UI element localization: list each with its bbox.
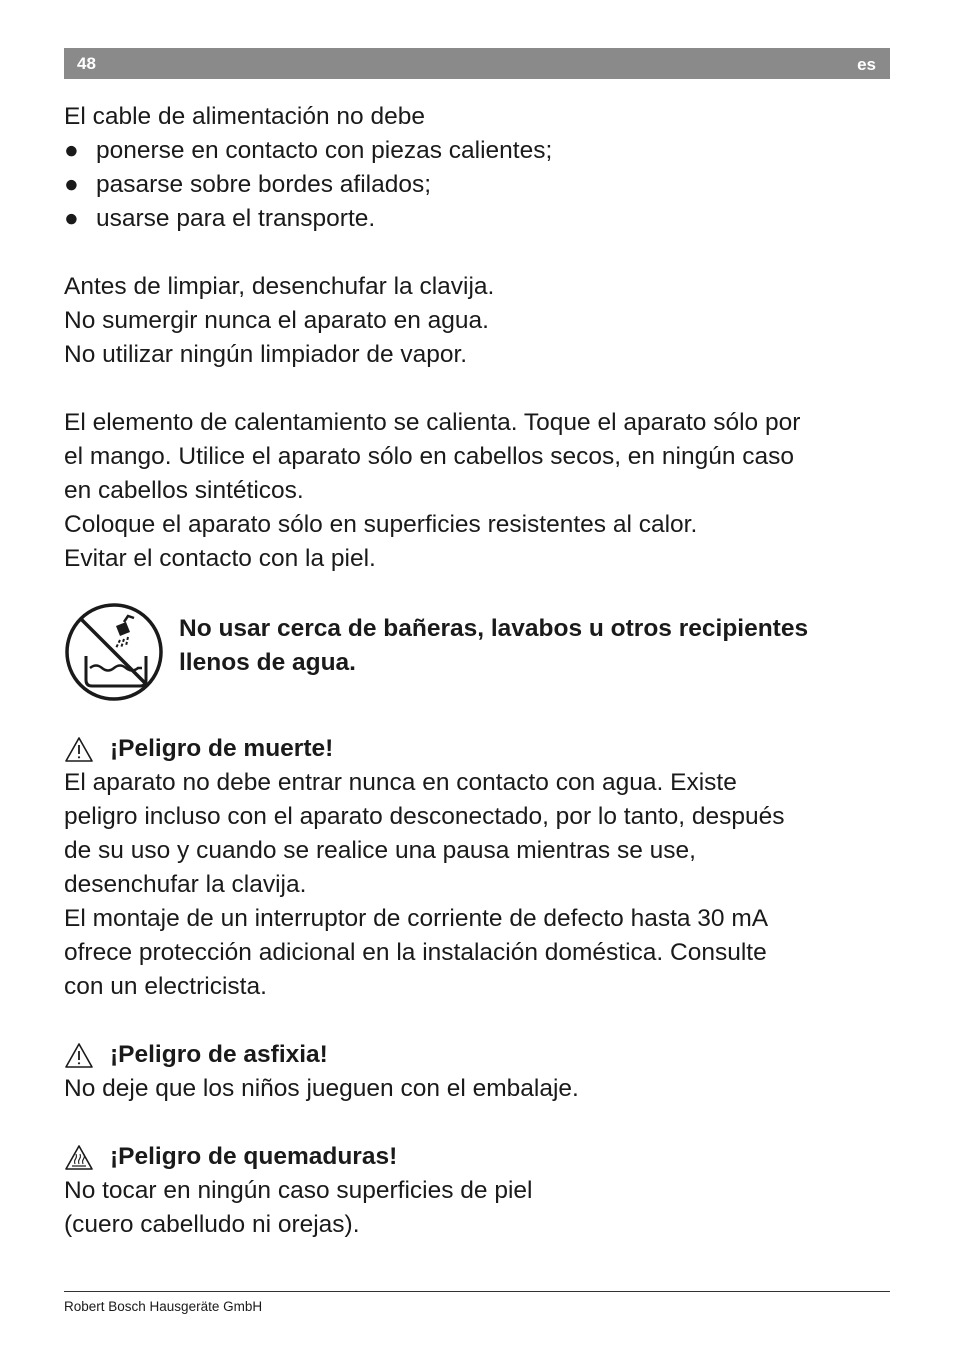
warning-title: ¡Peligro de quemaduras! (110, 1143, 398, 1170)
list-item (64, 134, 894, 168)
text-line: El aparato no debe entrar nunca en contacto con agua. Existe (64, 769, 737, 796)
bullet-icon: ● (64, 137, 79, 164)
list-item-text: usarse para el transporte. (96, 205, 376, 232)
text-line: No sumergir nunca el aparato en agua. (64, 307, 489, 334)
footer-divider (64, 1291, 890, 1292)
warning-triangle-icon (64, 1042, 94, 1069)
danger-death-section (64, 732, 894, 1004)
language-code: es (857, 55, 876, 74)
text-line: en cabellos sintéticos. (64, 477, 304, 504)
text-line: Coloque el aparato sólo en superficies resistentes al calor. (64, 511, 698, 538)
danger-suffocation-section (64, 1038, 894, 1106)
text-line: Evitar el contacto con la piel. (64, 545, 376, 572)
footer-company: Robert Bosch Hausgeräte GmbH (64, 1299, 263, 1314)
text-line: No tocar en ningún caso superficies de piel (64, 1177, 533, 1204)
text-line: ofrece protección adicional en la instalación doméstica. Consulte (64, 939, 767, 966)
hot-surface-warning-icon (64, 1144, 94, 1171)
text-line: de su uso y cuando se realice una pausa mientras se use, (64, 837, 696, 864)
bullet-icon: ● (64, 205, 79, 232)
text-line: con un electricista. (64, 973, 267, 1000)
page-content (64, 100, 894, 1242)
warning-title: ¡Peligro de muerte! (110, 735, 334, 762)
list-item-text: ponerse en contacto con piezas calientes; (96, 137, 553, 164)
warning-title: ¡Peligro de asfixia! (110, 1041, 328, 1068)
danger-burns-section (64, 1140, 894, 1242)
water-warning-text (179, 612, 894, 680)
text-line: (cuero cabelludo ni orejas). (64, 1211, 360, 1238)
cable-section (64, 100, 894, 236)
text-line: El montaje de un interruptor de corriente de defecto hasta 30 mA (64, 905, 769, 932)
heating-section (64, 406, 894, 576)
cable-intro: El cable de alimentación no debe (64, 103, 425, 130)
page-header-bar (64, 48, 890, 79)
text-line: No usar cerca de bañeras, lavabos u otros recipientes (179, 615, 809, 642)
text-line: el mango. Utilice el aparato sólo en cabellos secos, en ningún caso (64, 443, 794, 470)
no-water-icon (64, 602, 164, 702)
water-warning (64, 602, 894, 732)
list-item-text: pasarse sobre bordes afilados; (96, 171, 432, 198)
cleaning-section (64, 270, 894, 372)
text-line: llenos de agua. (179, 649, 356, 676)
warning-heading (64, 732, 894, 766)
text-line: No utilizar ningún limpiador de vapor. (64, 341, 468, 368)
text-line: El elemento de calentamiento se calienta. Toque el aparato sólo por (64, 409, 801, 436)
warning-heading (64, 1038, 894, 1072)
page-number: 48 (77, 54, 96, 73)
list-item (64, 202, 894, 236)
text-line: No deje que los niños jueguen con el embalaje. (64, 1075, 579, 1102)
text-line: desenchufar la clavija. (64, 871, 307, 898)
bullet-icon: ● (64, 171, 79, 198)
warning-triangle-icon (64, 736, 94, 763)
list-item (64, 168, 894, 202)
text-line: Antes de limpiar, desenchufar la clavija. (64, 273, 495, 300)
warning-heading (64, 1140, 894, 1174)
text-line: peligro incluso con el aparato desconectado, por lo tanto, después (64, 803, 785, 830)
